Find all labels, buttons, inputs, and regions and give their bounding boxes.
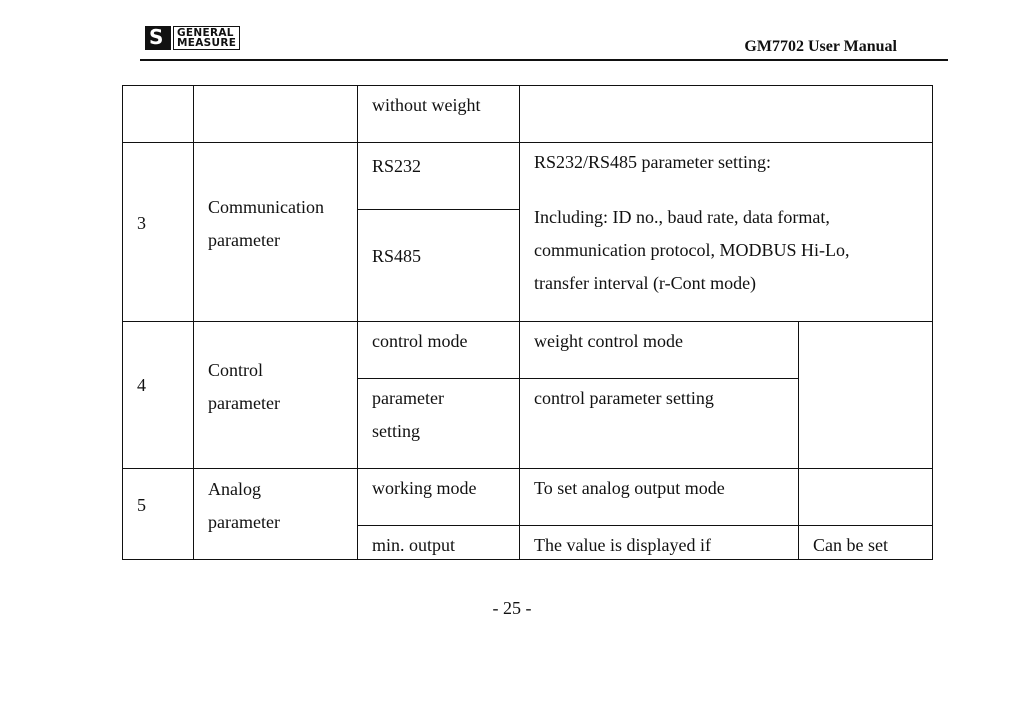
table-rule bbox=[122, 85, 933, 86]
logo-line-2: MEASURE bbox=[177, 37, 237, 49]
row-number-3: 3 bbox=[137, 213, 146, 233]
param-name-communication: Communication bbox=[208, 197, 324, 217]
param-name-analog-2: parameter bbox=[208, 512, 280, 532]
table-rule bbox=[122, 559, 933, 560]
note-can-be-set: Can be set bbox=[813, 535, 888, 555]
item-rs485: RS485 bbox=[372, 246, 422, 266]
desc-comm-4: transfer interval (r-Cont mode) bbox=[534, 273, 757, 293]
desc-value-displayed: The value is displayed if bbox=[534, 535, 711, 555]
param-name-communication-2: parameter bbox=[208, 230, 280, 250]
param-name-control-2: parameter bbox=[208, 393, 280, 413]
item-control-mode: control mode bbox=[372, 331, 468, 351]
general-measure-logo bbox=[145, 26, 240, 50]
item-working-mode: working mode bbox=[372, 478, 477, 498]
row-number-5: 5 bbox=[137, 495, 146, 515]
desc-comm-3: communication protocol, MODBUS Hi-Lo, bbox=[534, 240, 850, 260]
item-parameter-setting: parameter bbox=[372, 388, 444, 408]
table-rule bbox=[122, 85, 123, 560]
table-rule bbox=[122, 321, 933, 322]
desc-control-parameter-setting: control parameter setting bbox=[534, 388, 714, 408]
table-rule bbox=[193, 85, 194, 560]
desc-analog-output-mode: To set analog output mode bbox=[534, 478, 725, 498]
logo-wordmark bbox=[173, 26, 240, 50]
table-rule bbox=[932, 85, 933, 560]
logo-mark-icon: S bbox=[145, 26, 171, 50]
cell-without-weight: without weight bbox=[372, 95, 481, 115]
table-rule bbox=[122, 468, 933, 469]
table-rule bbox=[357, 209, 519, 210]
row-number-4: 4 bbox=[137, 375, 146, 395]
logo-line-1: GENERAL bbox=[177, 27, 234, 39]
table-rule bbox=[357, 85, 358, 560]
table-rule bbox=[357, 378, 798, 379]
desc-comm-2: Including: ID no., baud rate, data format, bbox=[534, 207, 830, 227]
param-name-analog: Analog bbox=[208, 479, 261, 499]
desc-weight-control-mode: weight control mode bbox=[534, 331, 683, 351]
item-parameter-setting-2: setting bbox=[372, 421, 420, 441]
desc-comm-1: RS232/RS485 parameter setting: bbox=[534, 152, 771, 172]
table-rule bbox=[122, 142, 933, 143]
manual-title: GM7702 User Manual bbox=[744, 38, 897, 55]
param-name-control: Control bbox=[208, 360, 264, 380]
item-min-output: min. output bbox=[372, 535, 456, 555]
table-rule bbox=[357, 525, 933, 526]
header-divider bbox=[140, 59, 948, 61]
table-rule bbox=[798, 321, 799, 560]
item-rs232: RS232 bbox=[372, 156, 422, 176]
table-rule bbox=[519, 85, 520, 560]
page-number: - 25 - bbox=[492, 598, 532, 618]
